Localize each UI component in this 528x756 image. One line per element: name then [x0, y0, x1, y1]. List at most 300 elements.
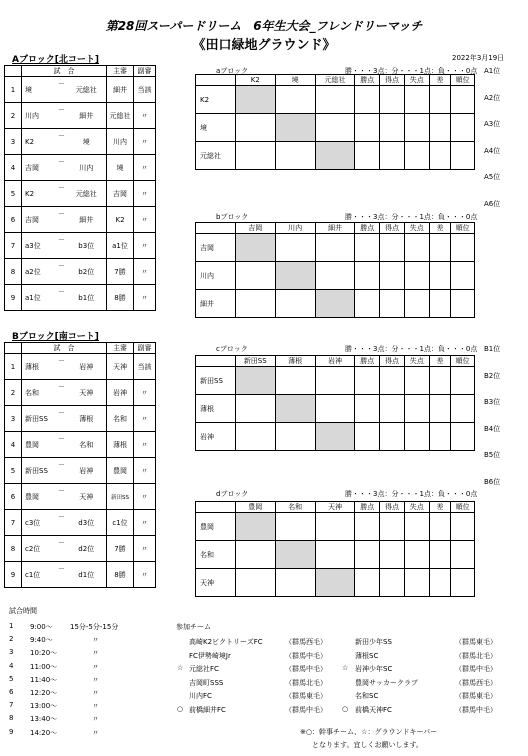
stat-cell [429, 86, 451, 114]
team-a: a2位 [22, 259, 57, 285]
team-n2: 岩神少年SC [355, 665, 393, 674]
stat-cell [355, 395, 380, 423]
result-cell [275, 367, 315, 395]
match-no: 1 [5, 77, 22, 103]
team-n2: 名和SC [355, 692, 379, 701]
team-b: 細井 [67, 103, 107, 129]
row-team: 薄根 [196, 395, 236, 423]
column-team: 岩神 [315, 356, 355, 367]
match-no: 8 [5, 536, 22, 562]
stat-cell [380, 423, 405, 451]
team-b: b1位 [67, 285, 107, 311]
row-team: K2 [196, 86, 236, 114]
team-r1: （群馬北毛） [285, 678, 327, 687]
column-team: 新田SS [235, 356, 275, 367]
schedule-note: 〃 [92, 702, 99, 711]
stat-cell [355, 290, 380, 318]
stat-cell [429, 290, 451, 318]
match-no: 3 [5, 129, 22, 155]
stat-header: 得点 [380, 502, 405, 513]
team-b: b3位 [67, 233, 107, 259]
self-cell [315, 569, 355, 597]
league-d-title: dブロック [216, 490, 249, 498]
result-cell [315, 114, 355, 142]
venue-title: 《田口緑地グラウンド》 [192, 38, 336, 53]
stat-cell [380, 262, 405, 290]
self-cell [235, 367, 275, 395]
referee: 吉岡 [107, 181, 134, 207]
vs-dash: － [57, 233, 67, 259]
match-no: 6 [5, 484, 22, 510]
result-cell [275, 423, 315, 451]
sub-referee: 〃 [134, 103, 156, 129]
team-n1: 前橋細井FC [189, 706, 226, 714]
team-b: 元総社 [67, 77, 107, 103]
league-a-table [195, 74, 475, 170]
rank-label: A6位 [484, 199, 501, 208]
stat-cell [380, 142, 405, 170]
schedule-note: 〃 [92, 649, 99, 658]
match-row [5, 233, 183, 259]
result-cell [235, 114, 275, 142]
stat-cell [404, 569, 429, 597]
team-a: c3位 [22, 510, 57, 536]
stat-cell [451, 142, 475, 170]
stat-cell [355, 262, 380, 290]
team-r1: （群馬東毛） [285, 692, 327, 701]
sub-referee: 〃 [134, 181, 156, 207]
stat-cell [380, 290, 405, 318]
result-cell [315, 367, 355, 395]
stat-header: 順位 [451, 356, 475, 367]
self-cell [235, 86, 275, 114]
team-a: 新田SS [22, 406, 57, 432]
stat-cell [451, 569, 475, 597]
team-b: 川内 [67, 155, 107, 181]
referee: 境 [107, 155, 134, 181]
row-team: 名和 [196, 541, 236, 569]
header-blank [5, 343, 22, 354]
league-c-points: 勝・・・3点：分・・・1点：負・・・0点 [345, 345, 478, 353]
match-row [5, 380, 183, 406]
result-cell [315, 86, 355, 114]
header-match: 試 合 [22, 66, 107, 77]
rank-label: A5位 [484, 173, 501, 181]
match-no: 4 [5, 432, 22, 458]
schedule-no: 4 [9, 661, 14, 670]
stat-header: 順位 [451, 75, 475, 86]
vs-dash: － [57, 259, 67, 285]
stat-cell [380, 513, 405, 541]
league-b-table [195, 222, 475, 318]
sub-referee: 〃 [134, 432, 156, 458]
column-team: 細井 [315, 223, 355, 234]
result-cell [275, 142, 315, 170]
referee: 7勝 [107, 259, 134, 285]
sub-referee: 当該 [134, 354, 156, 380]
referee: K2 [107, 207, 134, 233]
match-no: 9 [5, 285, 22, 311]
stat-header: 差 [429, 75, 451, 86]
column-team: 川内 [275, 223, 315, 234]
stat-header: 勝点 [355, 502, 380, 513]
result-cell [235, 395, 275, 423]
team-b: d2位 [67, 536, 107, 562]
team-n2: 薄根SC [355, 651, 379, 660]
result-cell [315, 541, 355, 569]
header-blank [5, 66, 22, 77]
vs-dash: － [57, 380, 67, 406]
vs-dash: － [57, 77, 67, 103]
header-referee: 主審 [107, 66, 134, 77]
stat-cell [429, 142, 451, 170]
match-no: 9 [5, 562, 22, 588]
team-a: 川内 [22, 103, 57, 129]
page-title: 第28回スーパードリーム 6年生大会_フレンドリーマッチ [105, 19, 423, 33]
schedule-no: 2 [9, 635, 14, 644]
rank-label: A2位 [484, 93, 501, 102]
team-r2: （群馬中毛） [455, 706, 497, 714]
stat-cell [404, 86, 429, 114]
schedule-time: 11:00～ [30, 662, 58, 671]
match-no: 2 [5, 380, 22, 406]
league-row [196, 541, 475, 569]
match-no: 3 [5, 406, 22, 432]
vs-dash: － [57, 207, 67, 233]
header-sub: 副審 [134, 343, 156, 354]
schedule-time: 14:20～ [30, 728, 58, 737]
stat-header: 失点 [404, 223, 429, 234]
vs-dash: － [57, 103, 67, 129]
team-a: 吉岡 [22, 155, 57, 181]
stat-cell [404, 395, 429, 423]
league-row [196, 114, 475, 142]
team-n1: 川内FC [189, 692, 212, 701]
block-a-label: Aブロック[北コート] [12, 55, 100, 65]
schedule-no: 1 [9, 622, 14, 630]
referee: 新田SS [107, 484, 134, 510]
team-b: 名和 [67, 432, 107, 458]
stat-header: 順位 [451, 223, 475, 234]
block-a-schedule [4, 65, 183, 311]
schedule-no: 7 [9, 701, 14, 710]
stat-cell [404, 234, 429, 262]
league-d-table [195, 501, 475, 597]
sub-referee: 〃 [134, 285, 156, 311]
vs-dash: － [57, 181, 67, 207]
result-cell [315, 234, 355, 262]
match-row [5, 432, 183, 458]
sub-referee: 〃 [134, 155, 156, 181]
vs-dash: － [57, 458, 67, 484]
stat-cell [380, 395, 405, 423]
stat-header: 失点 [404, 356, 429, 367]
row-team: 吉岡 [196, 234, 236, 262]
referee: 岩神 [107, 380, 134, 406]
stat-cell [429, 513, 451, 541]
league-c-table [195, 355, 475, 451]
stat-cell [451, 262, 475, 290]
stat-cell [404, 541, 429, 569]
league-row [196, 262, 475, 290]
match-no: 1 [5, 354, 22, 380]
self-cell [275, 114, 315, 142]
result-cell [275, 290, 315, 318]
row-team: 細井 [196, 290, 236, 318]
stat-cell [355, 114, 380, 142]
row-team: 元総社 [196, 142, 236, 170]
team-b: 天神 [67, 484, 107, 510]
sub-referee: 〃 [134, 233, 156, 259]
stat-cell [429, 234, 451, 262]
column-team: 境 [275, 75, 315, 86]
team-n1: FC伊勢崎境Jr [189, 651, 231, 660]
schedule-time: 13:00～ [30, 702, 58, 711]
team-n2: 前橋天神FC [355, 706, 392, 714]
sub-referee: 〃 [134, 406, 156, 432]
team-r1: （群馬中毛） [285, 665, 327, 674]
referee: 細井 [107, 77, 134, 103]
team-n2: 豊岡サッカークラブ [355, 678, 418, 687]
schedule-no: 9 [9, 727, 14, 736]
team-r1: （群馬中毛） [285, 651, 327, 660]
rank-label: B1位 [484, 345, 501, 353]
league-a-points: 勝・・・3点：分・・・1点：負・・・0点 [345, 67, 478, 75]
stat-cell [429, 262, 451, 290]
schedule-title: 試合時間 [9, 607, 37, 615]
match-no: 2 [5, 103, 22, 129]
block-b-schedule [4, 342, 183, 588]
team-r2: （群馬北毛） [455, 651, 497, 660]
rank-label: B4位 [484, 424, 501, 433]
sub-referee: 〃 [134, 536, 156, 562]
team-a: 薄根 [22, 354, 57, 380]
referee: 8勝 [107, 285, 134, 311]
corner-blank [196, 356, 236, 367]
rank-label: A4位 [484, 146, 501, 155]
match-row [5, 181, 183, 207]
row-team: 境 [196, 114, 236, 142]
row-team: 新田SS [196, 367, 236, 395]
row-team: 川内 [196, 262, 236, 290]
self-cell [275, 262, 315, 290]
column-team: 薄根 [275, 356, 315, 367]
league-row [196, 395, 475, 423]
team-a: K2 [22, 181, 57, 207]
column-team: 吉岡 [235, 223, 275, 234]
self-cell [275, 395, 315, 423]
stat-cell [429, 541, 451, 569]
referee: 7勝 [107, 536, 134, 562]
league-d-points: 勝・・・3点：分・・・1点：負・・・0点 [345, 490, 478, 498]
schedule-no: 3 [9, 648, 14, 657]
stat-cell [451, 114, 475, 142]
team-a: 豊岡 [22, 484, 57, 510]
result-cell [275, 86, 315, 114]
result-cell [275, 569, 315, 597]
team-b: 元総社 [67, 181, 107, 207]
schedule-note: 〃 [92, 715, 99, 724]
sub-referee: 〃 [134, 380, 156, 406]
match-row [5, 259, 183, 285]
column-team: 元総社 [315, 75, 355, 86]
result-cell [315, 513, 355, 541]
column-team: 豊岡 [235, 502, 275, 513]
match-no: 6 [5, 207, 22, 233]
team-a: c2位 [22, 536, 57, 562]
schedule-note: 〃 [92, 689, 99, 697]
stat-header: 失点 [404, 502, 429, 513]
result-cell [275, 513, 315, 541]
stat-cell [404, 114, 429, 142]
team-a: a1位 [22, 285, 57, 311]
team-b: 天神 [67, 380, 107, 406]
match-row [5, 77, 183, 103]
league-row [196, 234, 475, 262]
stat-cell [355, 367, 380, 395]
stat-header: 差 [429, 356, 451, 367]
stat-cell [451, 86, 475, 114]
stat-cell [451, 367, 475, 395]
match-no: 7 [5, 233, 22, 259]
stat-cell [451, 423, 475, 451]
stat-cell [404, 513, 429, 541]
team-a: 豊岡 [22, 432, 57, 458]
league-b-points: 勝・・・3点：分・・・1点：負・・・0点 [345, 213, 478, 221]
vs-dash: － [57, 155, 67, 181]
team-m2: ○ [342, 705, 349, 713]
team-a: 吉岡 [22, 207, 57, 233]
league-row [196, 142, 475, 170]
stat-cell [355, 541, 380, 569]
corner-blank [196, 75, 236, 86]
vs-dash: － [57, 536, 67, 562]
schedule-note: 〃 [92, 662, 99, 671]
stat-header: 勝点 [355, 75, 380, 86]
match-no: 5 [5, 181, 22, 207]
vs-dash: － [57, 129, 67, 155]
team-r2: （群馬西毛） [455, 678, 497, 687]
league-row [196, 86, 475, 114]
stat-header: 順位 [451, 502, 475, 513]
sub-referee: 〃 [134, 458, 156, 484]
stat-cell [429, 569, 451, 597]
league-a-title: aブロック [216, 67, 249, 75]
stat-header: 得点 [380, 356, 405, 367]
schedule-time: 9:40～ [30, 636, 53, 645]
stat-cell [355, 569, 380, 597]
rank-label: B5位 [484, 451, 501, 459]
sub-referee: 〃 [134, 129, 156, 155]
block-b-label: Bブロック[南コート] [12, 332, 99, 342]
vs-dash: － [57, 285, 67, 311]
schedule-no: 8 [9, 714, 14, 723]
schedule-note: 〃 [92, 675, 99, 684]
match-row [5, 536, 183, 562]
vs-dash: － [57, 432, 67, 458]
match-row [5, 484, 183, 510]
team-m1: ○ [177, 705, 184, 713]
result-cell [315, 395, 355, 423]
stat-header: 勝点 [355, 223, 380, 234]
vs-dash: － [57, 562, 67, 588]
self-cell [315, 423, 355, 451]
self-cell [315, 290, 355, 318]
result-cell [315, 262, 355, 290]
referee: 天神 [107, 354, 134, 380]
referee: 川内 [107, 129, 134, 155]
row-team: 豊岡 [196, 513, 236, 541]
stat-cell [404, 423, 429, 451]
match-no: 8 [5, 259, 22, 285]
team-a: 名和 [22, 380, 57, 406]
schedule-no: 5 [9, 674, 14, 683]
match-row [5, 354, 183, 380]
vs-dash: － [57, 484, 67, 510]
row-team: 岩神 [196, 423, 236, 451]
sub-referee: 〃 [134, 510, 156, 536]
self-cell [315, 142, 355, 170]
sub-referee: 〃 [134, 259, 156, 285]
stat-cell [451, 513, 475, 541]
stat-cell [404, 290, 429, 318]
stat-cell [380, 569, 405, 597]
match-row [5, 129, 183, 155]
match-row [5, 406, 183, 432]
team-a: 境 [22, 77, 57, 103]
team-n1: 高崎K2ビクトリーズFC [189, 638, 263, 646]
team-b: 境 [67, 129, 107, 155]
team-r2: （群馬中毛） [455, 665, 497, 674]
schedule-time: 12:20～ [30, 689, 58, 697]
schedule-time: 11:40～ [30, 675, 58, 684]
team-n1: 吉岡町SSS [189, 678, 224, 687]
stat-cell [429, 395, 451, 423]
stat-cell [404, 142, 429, 170]
self-cell [235, 234, 275, 262]
column-team: 名和 [275, 502, 315, 513]
header-match: 試 合 [22, 343, 107, 354]
header-referee: 主審 [107, 343, 134, 354]
sub-referee: 当該 [134, 77, 156, 103]
league-row [196, 423, 475, 451]
team-r1: （群馬中毛） [285, 706, 327, 714]
stat-header: 勝点 [355, 356, 380, 367]
stat-header: 得点 [380, 223, 405, 234]
stat-cell [451, 234, 475, 262]
result-cell [235, 290, 275, 318]
schedule-note: 15分-5分-15分 [70, 623, 119, 631]
match-no: 7 [5, 510, 22, 536]
stat-cell [429, 114, 451, 142]
match-row [5, 207, 183, 233]
referee: 名和 [107, 406, 134, 432]
result-cell [235, 142, 275, 170]
note-line-1: ※○：幹事チーム、☆：グラウンドキーパー [300, 728, 438, 736]
referee: c1位 [107, 510, 134, 536]
corner-blank [196, 223, 236, 234]
match-no: 5 [5, 458, 22, 484]
self-cell [275, 541, 315, 569]
stat-cell [380, 234, 405, 262]
team-n1: 元総社FC [189, 665, 219, 674]
stat-cell [380, 367, 405, 395]
match-row [5, 510, 183, 536]
sub-referee: 〃 [134, 484, 156, 510]
league-c-title: cブロック [216, 345, 248, 353]
vs-dash: － [57, 510, 67, 536]
team-a: c1位 [22, 562, 57, 588]
